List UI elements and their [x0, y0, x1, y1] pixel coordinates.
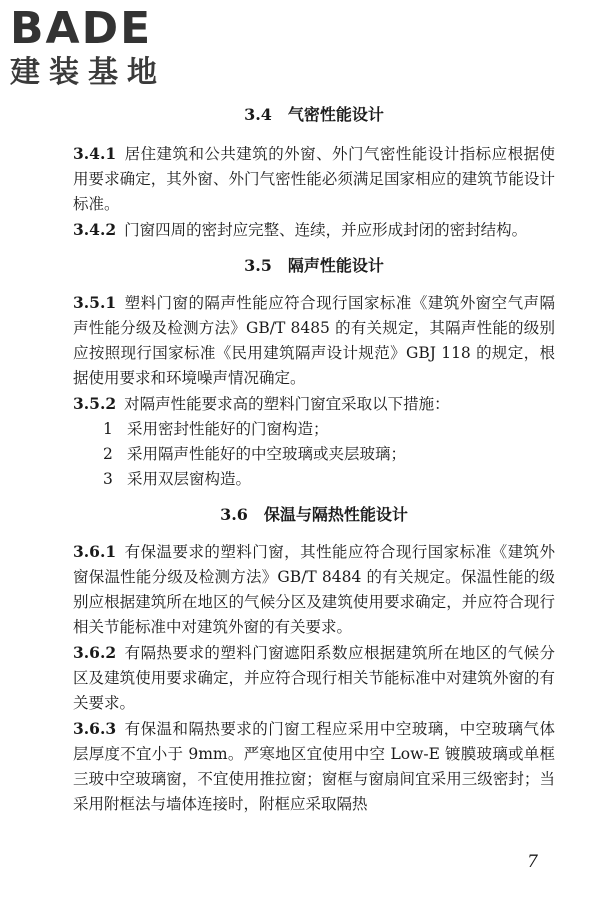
clause-text: 门窗四周的密封应完整、连续，并应形成封闭的密封结构。: [124, 221, 528, 239]
clause-number: 3.6.3: [73, 719, 117, 738]
document-body: [73, 102, 555, 817]
list-item: [73, 467, 555, 492]
clause-text: 居住建筑和公共建筑的外窗、外门气密性能设计指标应根据使用要求确定，其外窗、外门气密性能必须满足国家相应的建筑节能设计标准。: [73, 145, 555, 213]
page-number: 7: [527, 852, 538, 872]
logo-chinese-text: 建装基地: [10, 55, 166, 90]
clause-number: 3.4.2: [73, 220, 117, 239]
clause-paragraph: [73, 141, 555, 217]
clause-number: 3.4.1: [73, 144, 117, 163]
clause-text: 有保温和隔热要求的门窗工程应采用中空玻璃，中空玻璃气体层厚度不宜小于 9mm。严寒地区宜使用中空 Low-E 镀膜玻璃或单框三玻中空玻璃窗，不宜使用推拉窗；窗框与窗扇间宜采用三级密封；当采用附框法与墙体连接时，附框应采取隔热: [73, 720, 555, 813]
clause-text: 塑料门窗的隔声性能应符合现行国家标准《建筑外窗空气声隔声性能分级及检测方法》GB/T 8485 的有关规定，其隔声性能的级别应按照现行国家标准《民用建筑隔声设计规范》GBJ 118 的规定，根据使用要求和环境噪声情况确定。: [73, 294, 555, 387]
section-number: 3.4: [244, 105, 272, 124]
list-item: [73, 442, 555, 467]
list-item: [73, 417, 555, 442]
list-item-text: 采用隔声性能好的中空玻璃或夹层玻璃；: [127, 445, 407, 463]
clause-number: 3.5.1: [73, 293, 117, 312]
clause-paragraph: [73, 716, 555, 817]
section-title: 气密性能设计: [287, 105, 384, 124]
clause-paragraph: [73, 391, 555, 417]
list-item-text: 采用双层窗构造。: [127, 470, 252, 488]
section-heading: [73, 102, 555, 127]
list-item-number: 1: [103, 420, 113, 438]
section-heading: [73, 253, 555, 278]
logo-wordmark: BADE: [10, 3, 153, 54]
list-item-number: 3: [103, 470, 113, 488]
clause-paragraph: [73, 539, 555, 640]
clause-text: 对隔声性能要求高的塑料门窗宜采取以下措施：: [124, 395, 450, 413]
clause-text: 有保温要求的塑料门窗，其性能应符合现行国家标准《建筑外窗保温性能分级及检测方法》GB/T 8484 的有关规定。保温性能的级别应根据建筑所在地区的气候分区及建筑使用要求确定，并应符合现行相关节能标准中对建筑外窗的有关要求。: [73, 543, 555, 636]
clause-paragraph: [73, 640, 555, 716]
clause-paragraph: [73, 217, 555, 243]
section-number: 3.6: [220, 505, 248, 524]
list-item-text: 采用密封性能好的门窗构造；: [127, 420, 329, 438]
section-title: 隔声性能设计: [287, 256, 384, 275]
section-number: 3.5: [244, 256, 272, 275]
bade-logo: [10, 3, 180, 90]
clause-number: 3.6.2: [73, 643, 117, 662]
clause-text: 有隔热要求的塑料门窗遮阳系数应根据建筑所在地区的气候分区及建筑使用要求确定，并应符合现行相关节能标准中对建筑外窗的有关要求。: [73, 644, 555, 712]
clause-number: 3.6.1: [73, 542, 117, 561]
section-heading: [73, 502, 555, 527]
clause-number: 3.5.2: [73, 394, 117, 413]
clause-paragraph: [73, 290, 555, 391]
list-item-number: 2: [103, 445, 113, 463]
section-title: 保温与隔热性能设计: [263, 505, 408, 524]
